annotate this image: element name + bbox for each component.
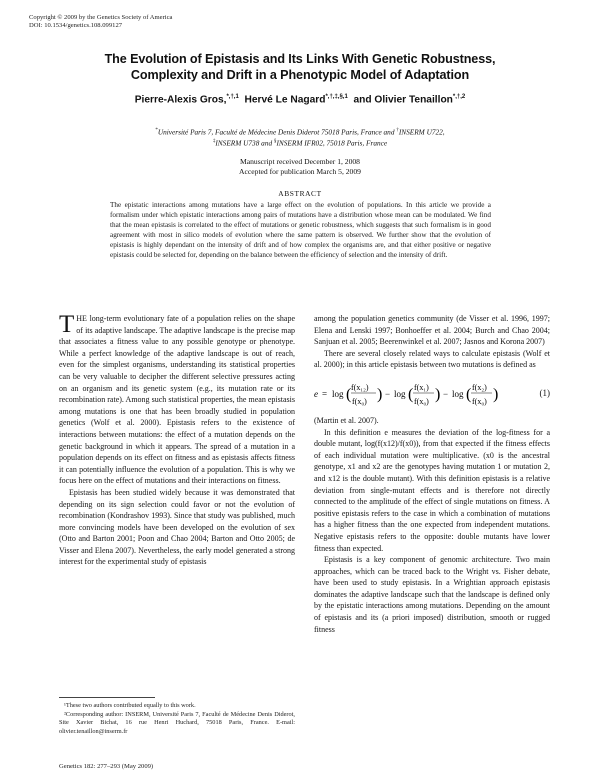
- equation-formula: [314, 379, 514, 409]
- affiliation-line-1: [0, 126, 600, 137]
- equation-1: [314, 379, 550, 409]
- body-paragraph: (Martin et al. 2007).: [314, 415, 379, 425]
- eq-num: f(x₁₂): [351, 382, 369, 392]
- eq-paren: ): [493, 385, 499, 403]
- abstract-heading: ABSTRACT: [278, 189, 322, 198]
- body-paragraph: among the population genetics community (de Visser et al. 1996, 1997; Elena and Lenski 1997; Bonhoeffer et al. 2004; Burch and Chao 2004; Sanjuan et al. 2005; Beerenwinkel et al. 2007; Jasnos and Korona 2007): [314, 314, 550, 347]
- eq-log: log: [452, 388, 464, 399]
- affiliation-mark: *: [155, 128, 158, 133]
- equation-number: (1): [539, 388, 550, 399]
- right-column: [314, 313, 550, 635]
- affiliation-text: INSERM U722,: [398, 127, 445, 137]
- affiliation-mark: ‡: [212, 139, 216, 145]
- intro-paragraph: [59, 313, 295, 487]
- eq-num: f(x₁): [414, 382, 429, 392]
- eq-paren: (: [408, 385, 414, 403]
- footnote-2: ²Corresponding author: INSERM, Université Paris 7, Faculté de Médecine Denis Diderot, Site Xavier Bichat, 16 rue Henri Huchard, 75018 Paris, France. E-mail: olivier.tenaillon@inserm.fr: [59, 711, 295, 735]
- body-paragraph: Epistasis has been studied widely because it was demonstrated that depending on its sign selection could favor or not the evolution of recombination (Kondrashov 1993). Since that study was published, much more convincing models have been developed on the evolution of sex (Otto and Barton 2001; Poon and Chao 2004; Barton and Otto 2005; de Visser and Elena 2007). Nevertheless, the early model generated a strong interest for the experimental study of epistasis: [59, 487, 295, 567]
- eq-den: f(x₀): [352, 396, 367, 406]
- intro-text: HE long-term evolutionary fate of a population relies on the shape of its adaptive landscape. The adaptive landscape is the precise map that associates a fitness value to any possible genotype or phenotype. While a perfect knowledge of the adaptive landscape is out of reach, even for the simplest organisms, understanding its statistical properties can be very valuable to decipher the different selective pressures acting on an organism and its genetic system (e.g., its mutation rate or its recombination rate). Among such statistical properties, the mean epistasis among mutations is one that has been broadly studied in population genetics (Wolf et al. 2000). Epistasis refers to the existence of interactions between mutations: the effect of a mutation depends on the genetic background in which it appears. The spread of a mutation in a population depends on its effect on fitness and as epistasis affects fitness it can potentially influence the evolution of a population. This is why we focus here on the effect of mutations and their interactions on fitness.: [59, 314, 295, 486]
- accepted-date: Accepted for publication March 5, 2009: [239, 167, 361, 176]
- title-line-1: The Evolution of Epistasis and Its Links With Genetic Robustness,: [104, 52, 496, 66]
- body-paragraph: In this definition e measures the deviation of the log-fitness for a double mutant, log(f(x12)/f(x0)), from that expected if the fitness effects of each individual mutation were multiplicative. (x0 is the ancestral genotype, x1 and x2 are the genotypes having mutation 1 or mutation 2, and x12 is the double mutant). With this definition epistasis is a relative deviation from single-mutant effects and is therefore not directly connected to the amplitude of the effect of single mutations on fitness. A positive epistasis refers to the case in which a combination of mutations has a higher fitness than the one expected from independent mutations. Negative epistasis refers to the opposite: double mutants have lower fitness than expected.: [314, 427, 550, 553]
- author-list: [0, 94, 600, 105]
- eq-symbol: e: [314, 388, 318, 399]
- doi-line: DOI: 10.1534/genetics.108.099127: [29, 22, 123, 29]
- eq-log: log: [394, 388, 406, 399]
- copyright-header: [29, 14, 172, 30]
- footnote-rule: [59, 697, 155, 698]
- author-marks: *,†,2: [452, 94, 466, 100]
- affiliation-mark: §: [273, 139, 277, 145]
- eq-den: f(x₀): [472, 396, 487, 406]
- abstract-text: The epistatic interactions among mutations have a large effect on the evolution of populations. In this article we provide a formalism under which epistatic interactions among pairs of mutations have a distribution whose mean can be modulated. We find that the mean epistasis is correlated to the effect of mutations or genetic robustness, which suggests that such formalism is in good agreement with most in silico models of evolution where the same pattern is observed. We further show that the evolution of epistasis is highly dependant on the intensity of drift and of how complex the organisms are, and that either positive or negative epistasis could be selected for, depending on the balance between the efficiency of selection and the intensity of drift.: [110, 201, 491, 259]
- footnotes: [59, 702, 295, 737]
- body-paragraph: There are several closely related ways to calculate epistasis (Wolf et al. 2000); in this article epistasis between two mutations is defined as: [314, 348, 550, 370]
- eq-paren: (: [466, 385, 472, 403]
- footnote-1: ¹These two authors contributed equally to this work.: [64, 702, 196, 709]
- title-line-2: Complexity and Drift in a Phenotypic Model of Adaptation: [130, 67, 470, 82]
- eq-den: f(x₀): [414, 396, 429, 406]
- left-column: [59, 313, 295, 568]
- author-name: Pierre-Alexis Gros,: [134, 94, 227, 106]
- author-name: Hervé Le Nagard: [244, 94, 326, 106]
- eq-paren: ): [377, 385, 383, 403]
- affiliations: [0, 126, 600, 149]
- eq-paren: ): [435, 385, 441, 403]
- affiliation-line-2: [0, 137, 600, 148]
- eq-num: f(x₂): [472, 382, 487, 392]
- affiliation-text: INSERM U738 and: [215, 138, 274, 148]
- affiliation-text: Université Paris 7, Faculté de Médecine Denis Diderot 75018 Paris, France and: [157, 127, 397, 137]
- manuscript-dates: [0, 157, 600, 177]
- author-name: and Olivier Tenaillon: [353, 94, 453, 106]
- body-paragraph: Epistasis is a key component of genomic architecture. Two main approaches, which can be traced back to the Wright vs. Fisher debate, have been used to study epistasis. In a Wrightian approach epistasis dominates the adaptive landscape such that the landscape is defined only by the epistatic interactions among mutations. Depending on the amount of epistasis and its (a priori imposed) distribution, smooth or rugged fitness: [314, 555, 550, 634]
- eq-paren: (: [346, 385, 352, 403]
- author-marks: *,†,‡,§,1: [325, 94, 348, 100]
- author-marks: *,†,1: [226, 94, 239, 100]
- eq-minus: −: [385, 388, 391, 399]
- eq-minus: −: [443, 388, 449, 399]
- received-date: Manuscript received December 1, 2008: [240, 157, 360, 166]
- affiliation-mark: †: [396, 128, 399, 133]
- copyright-line: Copyright © 2009 by the Genetics Society of America: [29, 14, 173, 21]
- journal-citation: Genetics 182: 277–293 (May 2009): [59, 763, 154, 770]
- affiliation-text: INSERM IFR02, 75018 Paris, France: [276, 138, 388, 148]
- drop-cap: T: [59, 311, 75, 338]
- paper-title: [0, 52, 600, 83]
- eq-log: log: [332, 388, 344, 399]
- eq-equals: =: [322, 388, 328, 399]
